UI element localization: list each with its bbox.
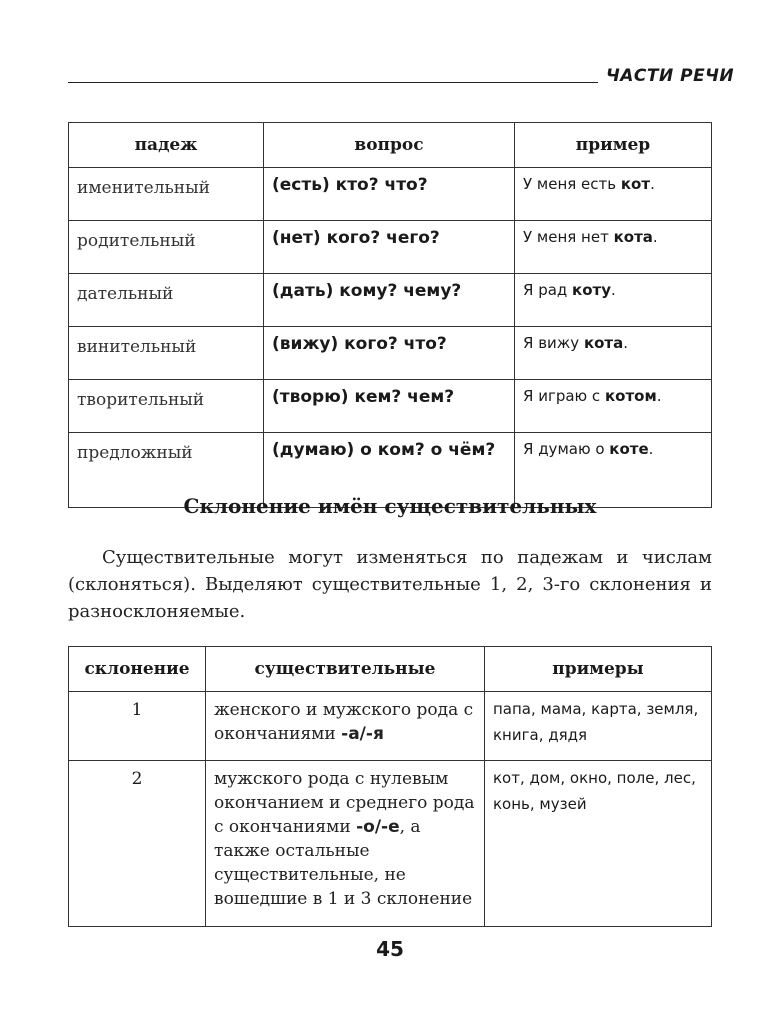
example-text: У меня есть — [523, 175, 621, 193]
example-text: Я думаю о — [523, 440, 610, 458]
declension-number: 1 — [69, 692, 206, 761]
table-row — [69, 327, 712, 380]
example-word: кота — [583, 334, 624, 352]
example-word: коте — [609, 440, 649, 458]
case-question: (нет) кого? чего? — [264, 221, 515, 274]
example-text: . — [650, 175, 655, 193]
example-text: . — [656, 387, 662, 405]
example-word: кот — [620, 175, 651, 193]
case-name: родительный — [69, 221, 264, 274]
table-row — [69, 221, 712, 274]
column-header-nouns: существительные — [206, 647, 485, 692]
case-name: творительный — [69, 380, 264, 433]
declension-examples: кот, дом, окно, поле, лес, конь, музей — [485, 761, 712, 927]
example-text: . — [648, 440, 654, 458]
column-header-example: пример — [515, 123, 712, 168]
declension-table-header — [69, 647, 712, 692]
description-text: , а также остальные существительные, не вошедшие в 1 и 3 склонение — [214, 817, 473, 909]
example-text: Я рад — [523, 281, 573, 299]
case-question: (думаю) о ком? о чём? — [264, 433, 515, 508]
case-name: винительный — [69, 327, 264, 380]
example-word: коту — [572, 281, 612, 299]
example-text: У меня нет — [523, 228, 614, 246]
example-word: котом — [604, 387, 657, 405]
example-text: Я играю с — [523, 387, 605, 405]
table-row — [69, 761, 712, 927]
page-header-title: ЧАСТИ РЕЧИ — [606, 66, 735, 86]
case-name: дательный — [69, 274, 264, 327]
declension-examples: папа, мама, карта, земля, книга, дядя — [485, 692, 712, 761]
case-name: именительный — [69, 168, 264, 221]
page-number: 45 — [376, 937, 404, 961]
ending-text: -о/-е — [356, 817, 400, 837]
case-question: (творю) кем? чем? — [264, 380, 515, 433]
declension-table — [68, 646, 712, 927]
description-text: мужского рода с нулевым окончанием и среднего рода с окончаниями — [214, 769, 475, 837]
cases-table-header — [69, 123, 712, 168]
case-name: предложный — [69, 433, 264, 508]
table-row — [69, 380, 712, 433]
column-header-question: вопрос — [264, 123, 515, 168]
example-word: кота — [613, 228, 653, 246]
case-example — [515, 221, 712, 274]
section-paragraph: Существительные могут изменяться по падежам и числам (склоняться). Выделяют существительные 1, 2, 3-го склонения и разносклоняемые. — [68, 547, 712, 622]
column-header-examples: примеры — [485, 647, 712, 692]
header-rule — [68, 82, 598, 83]
column-header-declension: склонение — [69, 647, 206, 692]
case-example — [515, 327, 712, 380]
case-example — [515, 168, 712, 221]
case-question: (дать) кому? чему? — [264, 274, 515, 327]
section-title: Склонение имён существительных — [183, 494, 597, 518]
column-header-case: падеж — [69, 123, 264, 168]
table-row — [69, 168, 712, 221]
case-example — [515, 274, 712, 327]
description-text: женского и мужского рода с окончаниями — [214, 700, 474, 744]
ending-text: -а/-я — [341, 724, 384, 744]
case-question: (есть) кто? что? — [264, 168, 515, 221]
cases-table — [68, 122, 712, 508]
example-text: Я вижу — [523, 334, 584, 352]
table-row — [69, 692, 712, 761]
declension-description — [206, 761, 485, 927]
table-row — [69, 274, 712, 327]
case-example — [515, 380, 712, 433]
case-question: (вижу) кого? что? — [264, 327, 515, 380]
example-text: . — [652, 228, 658, 246]
declension-number: 2 — [69, 761, 206, 927]
example-text: . — [611, 281, 616, 299]
example-text: . — [623, 334, 629, 352]
declension-description — [206, 692, 485, 761]
